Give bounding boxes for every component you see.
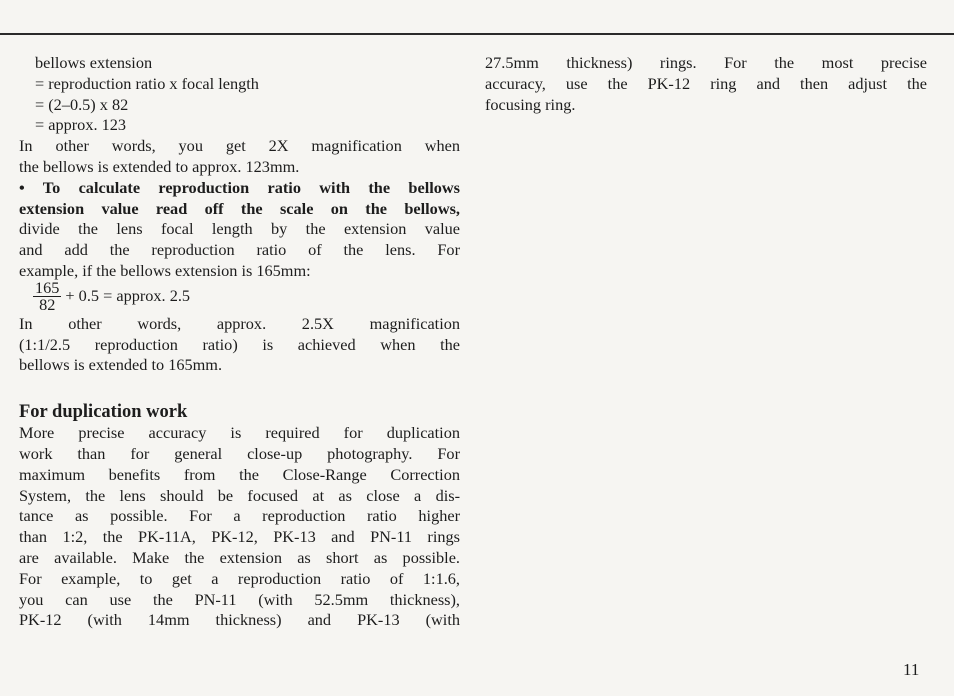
paragraph-line: (1:1/2.5 reproduction ratio) is achieved when the — [19, 334, 460, 354]
fraction — [33, 280, 61, 313]
paragraph-line: are available. Make the extension as short as possible. — [19, 547, 460, 567]
paragraph-line: accuracy, use the PK-12 ring and then adjust the — [485, 73, 927, 93]
paragraph-line: In other words, you get 2X magnification when — [19, 136, 460, 156]
formula-line: = (2–0.5) x 82 — [35, 94, 129, 114]
paragraph-line: 27.5mm thickness) rings. For the most precise — [485, 53, 927, 72]
bullet-line: extension value read off the scale on the bellows, — [19, 198, 460, 218]
paragraph-line: More precise accuracy is required for duplication — [19, 423, 460, 443]
paragraph-line: than 1:2, the PK-11A, PK-12, PK-13 and PN-11 rings — [19, 527, 460, 547]
paragraph-line: tance as possible. For a reproduction ratio higher — [19, 506, 460, 526]
section-heading: For duplication work — [19, 402, 188, 423]
paragraph-line: bellows is extended to 165mm. — [19, 355, 223, 375]
paragraph-line: work than for general close-up photography. For — [19, 443, 460, 463]
bullet-line: • To calculate reproduction ratio with the bellows — [19, 177, 460, 197]
paragraph-line: In other words, approx. 2.5X magnification — [19, 313, 460, 333]
paragraph-line: PK-12 (with 14mm thickness) and PK-13 (with — [19, 610, 460, 630]
fraction-rest: + 0.5 = approx. 2.5 — [65, 286, 191, 306]
paragraph-line: maximum benefits from the Close-Range Correction — [19, 464, 460, 484]
formula-line: bellows extension — [35, 53, 153, 72]
paragraph-line: you can use the PN-11 (with 52.5mm thickness), — [19, 589, 460, 609]
paragraph-line: divide the lens focal length by the extension value — [19, 219, 460, 239]
paragraph-line: example, if the bellows extension is 165mm: — [19, 260, 311, 280]
top-rule — [0, 33, 954, 35]
paragraph-line: and add the reproduction ratio of the lens. For — [19, 240, 460, 260]
paragraph-line: System, the lens should be focused at as close a dis- — [19, 485, 460, 505]
right-column — [485, 53, 927, 115]
formula-line: = reproduction ratio x focal length — [35, 73, 259, 93]
formula-line: = approx. 123 — [35, 115, 127, 135]
page-number: 11 — [903, 660, 920, 679]
paragraph-line: For example, to get a reproduction ratio of 1:1.6, — [19, 568, 460, 588]
fraction-numerator: 165 — [35, 278, 60, 298]
paragraph-line: the bellows is extended to approx. 123mm. — [19, 156, 300, 176]
left-column — [19, 53, 460, 631]
fraction-equation — [33, 280, 460, 314]
fraction-denominator: 82 — [39, 295, 56, 315]
paragraph-line: focusing ring. — [485, 94, 576, 114]
